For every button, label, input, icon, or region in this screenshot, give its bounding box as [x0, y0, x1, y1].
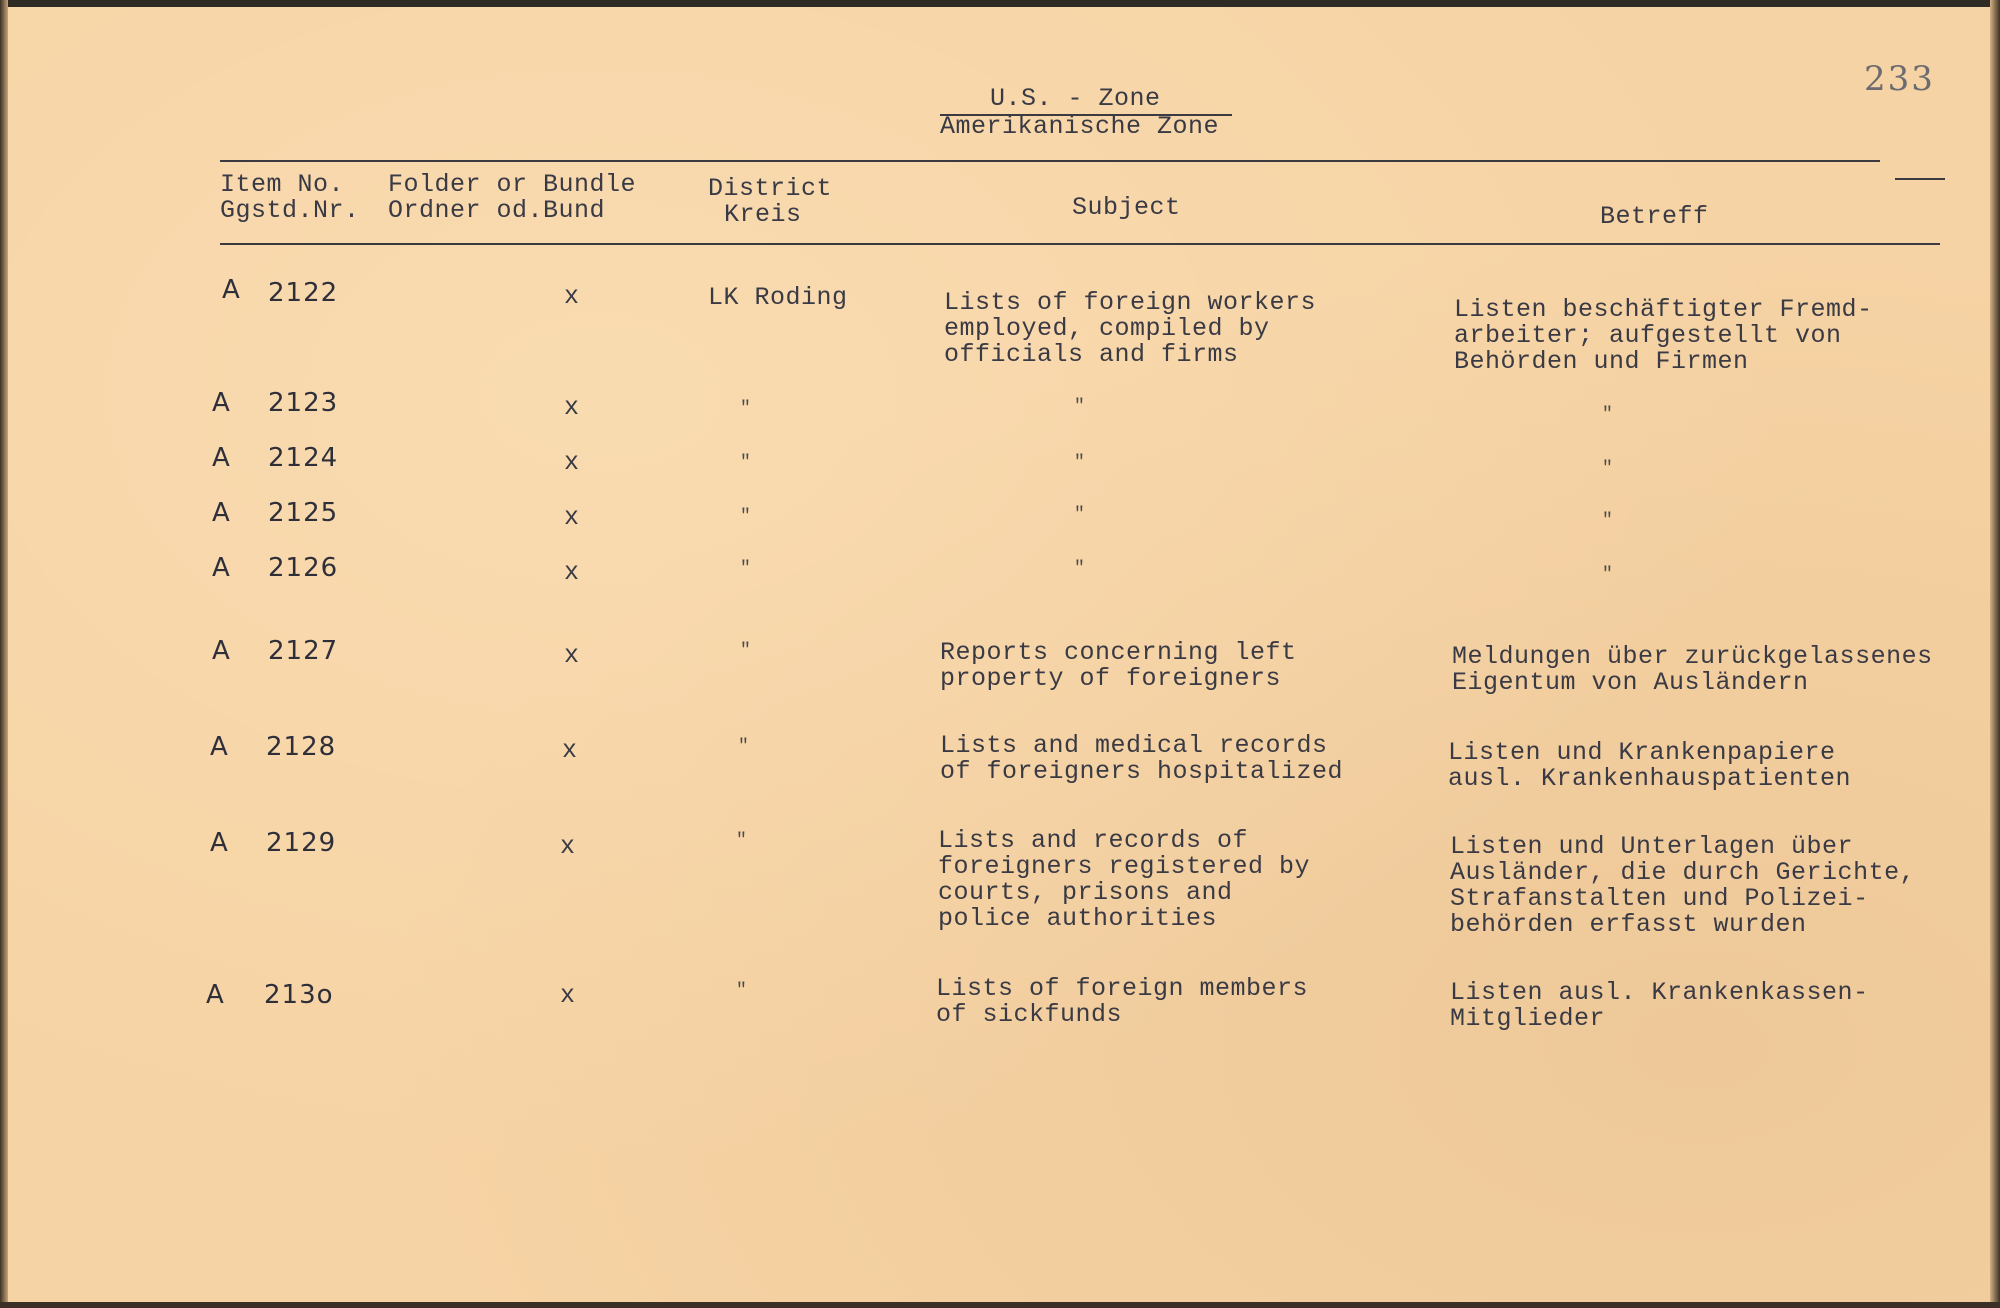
- header-rule-top: [220, 160, 1880, 162]
- row-subject-line: Lists of foreign workers: [944, 288, 1317, 317]
- row-item-number: 213o: [264, 980, 334, 1010]
- row-item-number: 2129: [266, 828, 337, 858]
- row-subject-ditto: ": [1074, 505, 1086, 525]
- row-subject-line: Lists and medical records: [940, 731, 1328, 760]
- row-bundle-mark: x: [564, 558, 580, 587]
- row-district-ditto: ": [740, 507, 752, 527]
- row-betreff-line: Mitglieder: [1450, 1004, 1606, 1033]
- row-district-ditto: ": [740, 399, 752, 419]
- row-district-ditto: ": [738, 737, 750, 757]
- row-district-ditto: ": [740, 559, 752, 579]
- header-ggstd-nr: Ggstd.Nr.: [220, 196, 360, 225]
- row-bundle-mark: x: [564, 282, 580, 311]
- row-district: LK Roding: [708, 283, 848, 312]
- header-betreff: Betreff: [1600, 202, 1709, 231]
- row-betreff-line: behörden erfasst wurden: [1450, 910, 1807, 939]
- row-item-number: 2124: [268, 443, 339, 473]
- row-subject-ditto: ": [1074, 453, 1086, 473]
- page-edge-top: [0, 0, 2000, 7]
- header-item-no: Item No.: [220, 170, 345, 199]
- row-betreff-line: Listen und Unterlagen über: [1450, 832, 1854, 861]
- header-kreis: Kreis: [724, 200, 802, 229]
- row-bundle-mark: x: [564, 641, 580, 670]
- row-betreff-line: Eigentum von Ausländern: [1452, 668, 1809, 697]
- row-betreff-line: Listen und Krankenpapiere: [1448, 738, 1836, 767]
- page-number: 233: [1864, 59, 1935, 99]
- header-rule-top-extension: [1895, 178, 1945, 180]
- row-district-ditto: ": [740, 641, 752, 661]
- row-district-ditto: ": [740, 453, 752, 473]
- row-subject-line: courts, prisons and: [938, 878, 1233, 907]
- row-item-number: 2128: [266, 732, 337, 762]
- row-subject-ditto: ": [1074, 559, 1086, 579]
- row-subject-ditto: ": [1074, 397, 1086, 417]
- row-bundle-mark: x: [564, 393, 580, 422]
- row-betreff-line: Listen beschäftigter Fremd-: [1454, 295, 1873, 324]
- row-subject-line: foreigners registered by: [938, 852, 1311, 881]
- row-item-number: 2123: [268, 388, 339, 418]
- row-district-ditto: ": [736, 981, 748, 1001]
- header-folder-bundle: Folder or Bundle: [388, 170, 637, 199]
- row-betreff-line: Behörden und Firmen: [1454, 347, 1749, 376]
- zone-title-us: U.S. - Zone: [990, 84, 1161, 113]
- row-subject-line: of foreigners hospitalized: [940, 757, 1344, 786]
- row-prefix: A: [212, 636, 231, 666]
- row-subject-line: officials and firms: [944, 340, 1239, 369]
- row-prefix: A: [222, 275, 241, 305]
- row-bundle-mark: x: [560, 981, 576, 1010]
- header-subject: Subject: [1072, 193, 1181, 222]
- row-betreff-line: arbeiter; aufgestellt von: [1454, 321, 1842, 350]
- row-subject-line: Lists of foreign members: [936, 974, 1309, 1003]
- row-subject-line: police authorities: [938, 904, 1218, 933]
- row-prefix: A: [212, 388, 231, 418]
- row-subject-line: property of foreigners: [940, 664, 1282, 693]
- row-betreff-line: Ausländer, die durch Gerichte,: [1450, 858, 1916, 887]
- row-subject-line: employed, compiled by: [944, 314, 1270, 343]
- row-subject-line: of sickfunds: [936, 1000, 1123, 1029]
- row-betreff-line: Listen ausl. Krankenkassen-: [1450, 978, 1869, 1007]
- row-bundle-mark: x: [560, 832, 576, 861]
- page-edge-left: [0, 0, 8, 1308]
- header-district: District: [708, 174, 833, 203]
- row-prefix: A: [212, 443, 231, 473]
- row-betreff-line: Meldungen über zurückgelassenes: [1452, 642, 1933, 671]
- row-subject-line: Reports concerning left: [940, 638, 1297, 667]
- row-bundle-mark: x: [564, 448, 580, 477]
- page-edge-bottom: [0, 1302, 2000, 1308]
- header-ordner-bund: Ordner od.Bund: [388, 196, 606, 225]
- row-prefix: A: [210, 732, 229, 762]
- page-edge-right: [1990, 0, 2000, 1308]
- row-betreff-ditto: ": [1602, 511, 1614, 531]
- row-district-ditto: ": [736, 831, 748, 851]
- row-bundle-mark: x: [564, 503, 580, 532]
- row-betreff-line: ausl. Krankenhauspatienten: [1448, 764, 1852, 793]
- row-item-number: 2127: [268, 636, 339, 666]
- row-prefix: A: [212, 553, 231, 583]
- row-prefix: A: [212, 498, 231, 528]
- row-prefix: A: [206, 980, 225, 1010]
- row-item-number: 2122: [268, 278, 339, 308]
- row-prefix: A: [210, 828, 229, 858]
- header-rule-bottom: [220, 243, 1940, 245]
- row-betreff-ditto: ": [1602, 459, 1614, 479]
- row-subject-line: Lists and records of: [938, 826, 1249, 855]
- row-item-number: 2126: [268, 553, 339, 583]
- row-betreff-ditto: ": [1602, 405, 1614, 425]
- row-betreff-line: Strafanstalten und Polizei-: [1450, 884, 1869, 913]
- row-betreff-ditto: ": [1602, 565, 1614, 585]
- row-bundle-mark: x: [562, 736, 578, 765]
- row-item-number: 2125: [268, 498, 339, 528]
- zone-title-german: Amerikanische Zone: [940, 112, 1220, 141]
